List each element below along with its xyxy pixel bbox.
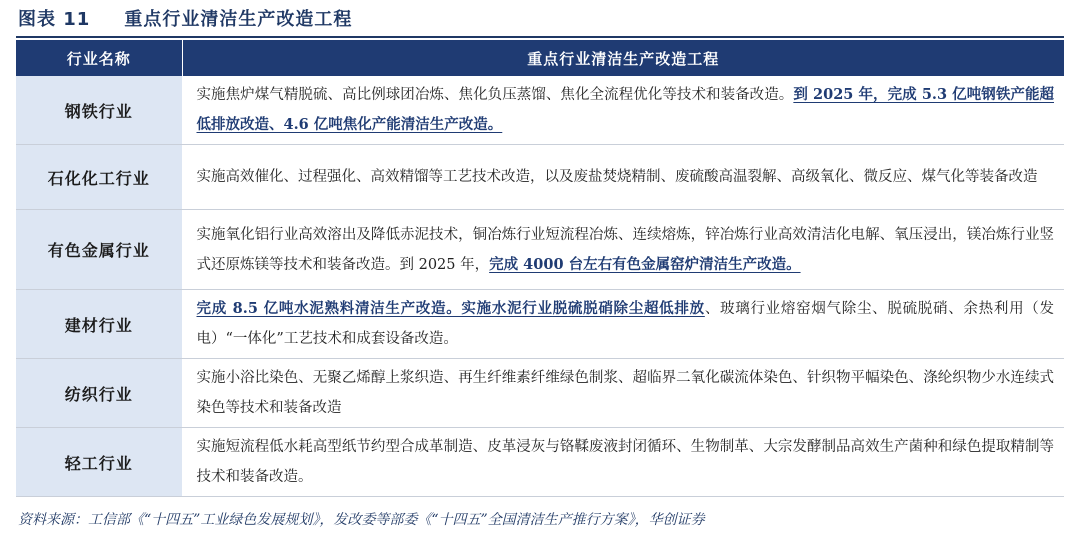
source-note: 资料来源：工信部《“十四五”工业绿色发展规划》，发改委等部委《“十四五”全国清洁生产推行方案》，华创证券 bbox=[18, 512, 705, 528]
figure-title-text: 重点行业清洁生产改造工程 bbox=[124, 9, 353, 30]
project-description bbox=[182, 145, 1064, 210]
table-row bbox=[16, 145, 1064, 210]
description-text: 实施短流程低水耗高型纸节约型合成革制造、皮革浸灰与铬鞣废液封闭循环、生物制革、大宗发酵制品高效生产菌种和绿色提取精制等技术和装备改造。 bbox=[196, 439, 1054, 485]
highlighted-target: 到 2025 年，完成 5.3 亿吨钢铁产能超低排放改造、4.6 亿吨焦化产能清洁生产改造。 bbox=[196, 86, 1054, 133]
projects-table bbox=[16, 40, 1064, 497]
figure-title bbox=[18, 6, 352, 34]
table-header-row bbox=[16, 40, 1064, 76]
table-row bbox=[16, 76, 1064, 145]
description-text: 、玻璃行业熔窑烟气除尘、脱硫脱硝、余热利用（发电）“一体化”工艺技术和成套设备改造。 bbox=[196, 301, 1054, 347]
sector-name: 钢铁行业 bbox=[16, 76, 182, 145]
header-sector: 行业名称 bbox=[16, 40, 182, 76]
figure-label: 图表 11 bbox=[18, 9, 91, 30]
header-projects: 重点行业清洁生产改造工程 bbox=[182, 40, 1064, 76]
table-row bbox=[16, 359, 1064, 428]
project-description bbox=[182, 428, 1064, 497]
title-rule bbox=[16, 36, 1064, 38]
highlighted-target: 完成 8.5 亿吨水泥熟料清洁生产改造。实施水泥行业脱硫脱硝除尘超低排放 bbox=[196, 300, 705, 317]
sector-name: 建材行业 bbox=[16, 290, 182, 359]
table-row bbox=[16, 210, 1064, 290]
description-text: 实施焦炉煤气精脱硫、高比例球团冶炼、焦化负压蒸馏、焦化全流程优化等技术和装备改造。 bbox=[196, 87, 794, 103]
description-text: 实施高效催化、过程强化、高效精馏等工艺技术改造，以及废盐焚烧精制、废硫酸高温裂解、高级氧化、微反应、煤气化等装备改造 bbox=[196, 169, 1038, 185]
project-description bbox=[182, 290, 1064, 359]
sector-name: 纺织行业 bbox=[16, 359, 182, 428]
table-row bbox=[16, 428, 1064, 497]
sector-name: 石化化工行业 bbox=[16, 145, 182, 210]
table-row bbox=[16, 290, 1064, 359]
project-description bbox=[182, 210, 1064, 290]
description-text: 实施氧化铝行业高效溶出及降低赤泥技术，铜冶炼行业短流程冶炼、连续熔炼，锌冶炼行业高效清洁化电解、氧压浸出，镁冶炼行业竖式还原炼镁等技术和装备改造。到 2025 年， bbox=[196, 226, 1054, 273]
sector-name: 轻工行业 bbox=[16, 428, 182, 497]
project-description bbox=[182, 76, 1064, 145]
sector-name: 有色金属行业 bbox=[16, 210, 182, 290]
description-text: 实施小浴比染色、无聚乙烯醇上浆织造、再生纤维素纤维绿色制浆、超临界二氧化碳流体染色、针织物平幅染色、涤纶织物少水连续式染色等技术和装备改造 bbox=[196, 370, 1054, 416]
highlighted-target: 完成 4000 台左右有色金属窑炉清洁生产改造。 bbox=[489, 255, 801, 273]
project-description bbox=[182, 359, 1064, 428]
